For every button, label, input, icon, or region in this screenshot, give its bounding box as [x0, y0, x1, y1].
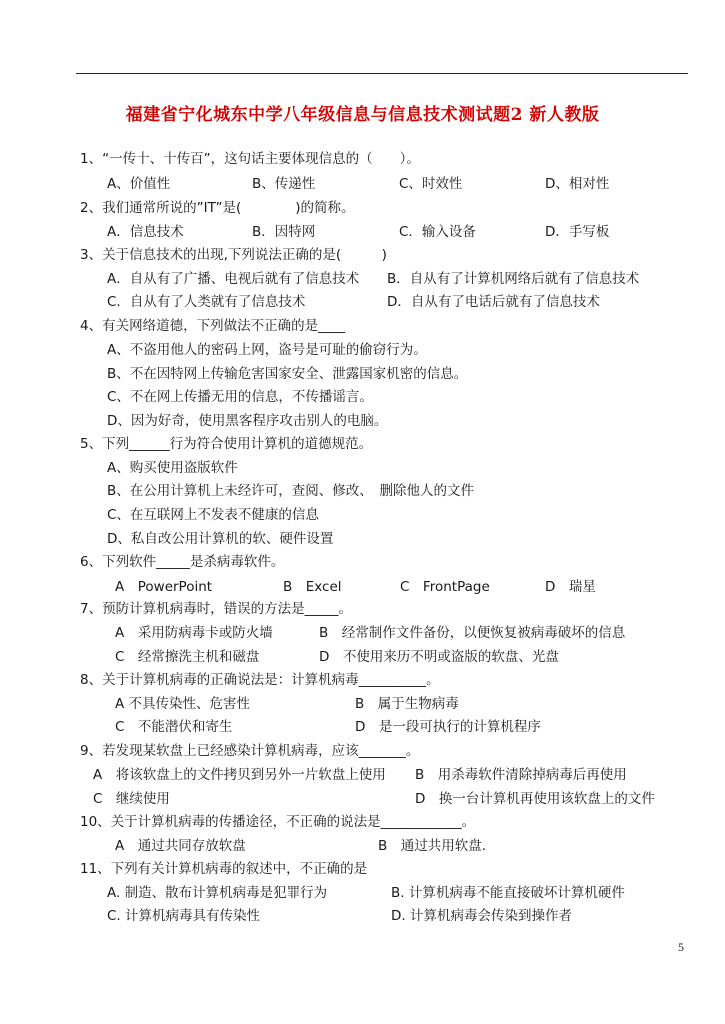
question-5-option-a: A、购买使用盗版软件	[107, 460, 238, 476]
question-10-option-b: B 通过共用软盘.	[378, 838, 487, 854]
question-2-option-a: A．信息技术	[107, 224, 184, 240]
question-11-option-b: B. 计算机病毒不能直接破坏计算机硬件	[391, 885, 625, 901]
question-4-option-d: D、因为好奇，使用黑客程序攻击别人的电脑。	[107, 413, 388, 429]
question-11-option-a: A. 制造、散布计算机病毒是犯罪行为	[107, 885, 328, 901]
question-11-stem: 11、下列有关计算机病毒的叙述中，不正确的是	[80, 861, 368, 877]
question-7-option-d: D 不使用来历不明或盗版的软盘、光盘	[319, 649, 559, 665]
question-6-option-c: C FrontPage	[400, 579, 490, 595]
question-5-stem: 5、下列______行为符合使用计算机的道德规范。	[80, 436, 373, 452]
question-7-stem: 7、预防计算机病毒时，错误的方法是_____。	[80, 601, 352, 617]
question-11-option-c: C. 计算机病毒具有传染性	[107, 908, 261, 924]
question-3-option-a: A．自从有了广播、电视后就有了信息技术	[107, 271, 360, 287]
document-title: 福建省宁化城东中学八年级信息与信息技术测试题2 新人教版	[125, 105, 600, 125]
header-rule	[76, 73, 688, 74]
question-5-option-b: B、在公用计算机上未经许可，查阅、修改、 删除他人的文件	[107, 483, 475, 499]
question-2-stem: 2、我们通常所说的”IT”是( )的简称。	[80, 200, 355, 216]
question-8-option-d: D 是一段可执行的计算机程序	[355, 719, 541, 735]
question-3-stem: 3、关于信息技术的出现,下列说法正确的是( )	[80, 247, 387, 263]
question-11-option-d: D. 计算机病毒会传染到操作者	[391, 908, 572, 924]
question-4-option-b: B、不在因特网上传输危害国家安全、泄露国家机密的信息。	[107, 366, 468, 382]
question-1-option-b: B、传递性	[252, 176, 316, 192]
question-4-option-c: C、不在网上传播无用的信息，不传播谣言。	[107, 389, 373, 405]
question-6-option-d: D 瑞星	[545, 579, 596, 595]
question-6-option-a: A PowerPoint	[115, 579, 213, 595]
question-8-option-c: C 不能潜伏和寄生	[115, 719, 233, 735]
question-4-option-a: A、不盗用他人的密码上网，盗号是可耻的偷窃行为。	[107, 342, 427, 358]
page-number: 5	[678, 940, 684, 954]
question-3-option-d: D．自从有了电话后就有了信息技术	[387, 294, 600, 310]
question-3-option-c: C．自从有了人类就有了信息技术	[107, 294, 306, 310]
question-7-option-b: B 经常制作文件备份，以便恢复被病毒破坏的信息	[319, 625, 626, 641]
question-10-option-a: A 通过共同存放软盘	[115, 838, 246, 854]
question-9-option-d: D 换一台计算机再使用该软盘上的文件	[415, 791, 655, 807]
question-1-option-c: C、时效性	[399, 176, 463, 192]
question-1-option-d: D、相对性	[545, 176, 610, 192]
question-2-option-c: C．输入设备	[399, 224, 476, 240]
question-7-option-c: C 经常擦洗主机和磁盘	[115, 649, 260, 665]
question-3-option-b: B．自从有了计算机网络后就有了信息技术	[387, 271, 640, 287]
question-2-option-b: B．因特网	[252, 224, 316, 240]
question-9-option-c: C 继续使用	[93, 791, 170, 807]
question-7-option-a: A 采用防病毒卡或防火墙	[115, 625, 273, 641]
question-5-option-d: D、私自改公用计算机的软、硬件设置	[107, 531, 334, 547]
question-2-option-d: D．手写板	[545, 224, 610, 240]
question-10-stem: 10、关于计算机病毒的传播途径，不正确的说法是____________。	[80, 814, 476, 830]
question-8-option-a: A 不具传染性、危害性	[115, 696, 251, 712]
question-6-option-b: B Excel	[283, 579, 342, 595]
question-9-option-a: A 将该软盘上的文件拷贝到另外一片软盘上使用	[93, 767, 386, 783]
question-8-option-b: B 属于生物病毒	[355, 696, 459, 712]
question-5-option-c: C、在互联网上不发表不健康的信息	[107, 507, 319, 523]
question-9-option-b: B 用杀毒软件清除掉病毒后再使用	[415, 767, 627, 783]
question-9-stem: 9、若发现某软盘上已经感染计算机病毒，应该_______。	[80, 743, 420, 759]
question-1-stem: 1、“一传十、十传百”，这句话主要体现信息的（ ）。	[80, 151, 420, 167]
question-8-stem: 8、关于计算机病毒的正确说法是：计算机病毒__________。	[80, 672, 440, 688]
question-4-stem: 4、有关网络道德，下列做法不正确的是____	[80, 318, 346, 334]
question-1-option-a: A、价值性	[107, 176, 171, 192]
question-6-stem: 6、下列软件_____是杀病毒软件。	[80, 554, 285, 570]
